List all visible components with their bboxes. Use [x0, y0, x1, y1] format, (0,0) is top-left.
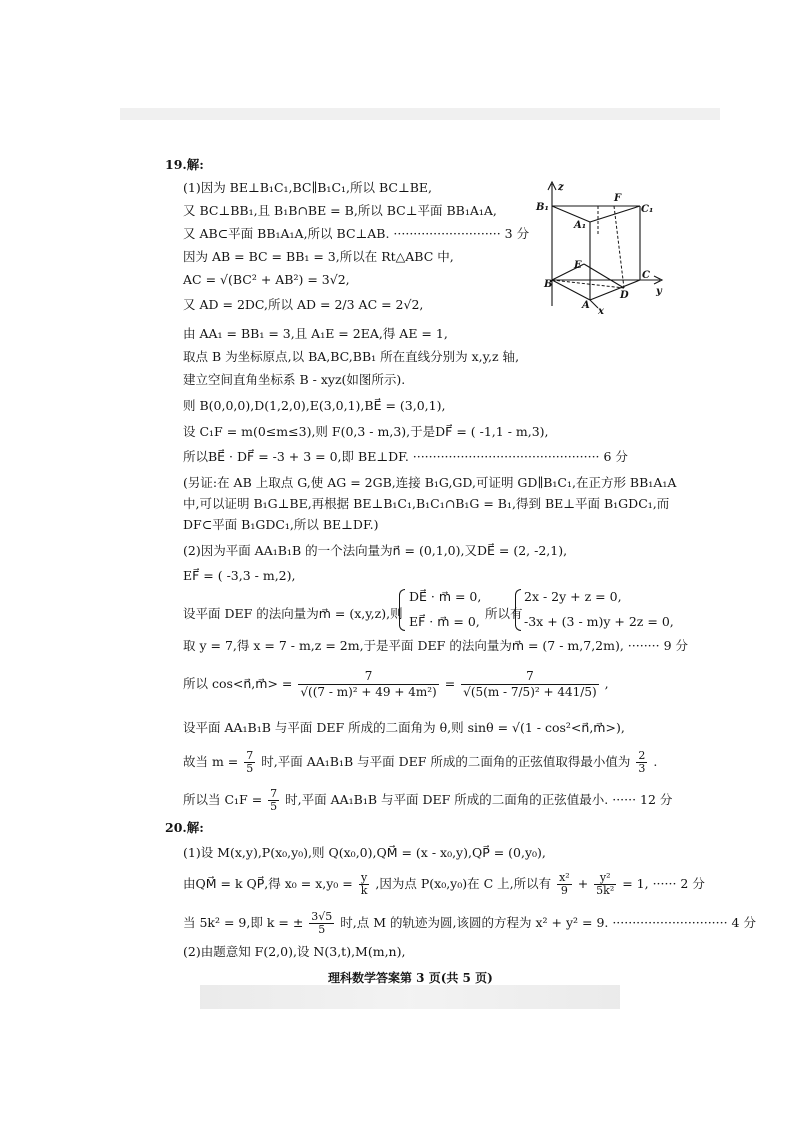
q19-conclusion: [183, 786, 672, 814]
q20-line3-a: 当 5k² = 9,即 k = ±: [183, 915, 304, 930]
q20-k-num: 3√5: [311, 910, 333, 923]
q20-frac-y: y: [359, 872, 370, 885]
cos-end: ,: [604, 676, 609, 691]
q19-line-9: 建立空间直角坐标系 B - xyz(如图所示).: [183, 372, 406, 387]
q20-frac-x2: [557, 872, 572, 897]
min-frac-num: 7: [246, 749, 254, 762]
fig-label-z: z: [558, 182, 564, 193]
q20-frac-y2: [594, 872, 616, 897]
geometry-figure: [532, 176, 670, 316]
min-val-num: 2: [638, 749, 646, 762]
q19-line-14: 中,可以证明 B₁G⊥BE,再根据 BE⊥B₁C₁,B₁C₁∩B₁G = B₁,得到 BE⊥平面 B₁GDC₁,而: [183, 496, 670, 511]
q19-line-6: 又 AD = 2DC,所以 AD = 2/3 AC = 2√2,: [183, 297, 424, 312]
q19-line-13: (另证:在 AB 上取点 G,使 AG = 2GB,连接 B₁G,GD,可证明 GD∥B₁C₁,在正方形 BB₁A₁A: [183, 475, 677, 490]
q19-sys-mid: 所以有: [485, 606, 523, 621]
q20-line2: [183, 868, 705, 900]
q19-line-3: 又 AB⊂平面 BB₁A₁A,所以 BC⊥AB. ··························· 3 分: [183, 226, 530, 241]
q20-e2-den: 5k²: [596, 884, 615, 897]
q20-e2-num: y²: [594, 872, 616, 885]
q19-line-17: EF⃗ = ( -3,3 - m,2),: [183, 568, 296, 583]
q19-sys2-b: -3x + (3 - m)y + 2z = 0,: [524, 614, 674, 629]
q20-e1-num: x²: [559, 871, 570, 884]
q19-sys1-b: EF⃗ · m⃗ = 0,: [409, 614, 480, 629]
scan-shadow-top: [120, 108, 720, 120]
q19-take-y: 取 y = 7,得 x = 7 - m,z = 2m,于是平面 DEF 的法向量为m⃗ = (7 - m,7,2m), ········ 9 分: [183, 638, 688, 653]
q20-frac-k: k: [360, 884, 368, 897]
q19-line-8: 取点 B 为坐标原点,以 BA,BC,BB₁ 所在直线分别为 x,y,z 轴,: [183, 349, 520, 364]
min-text-a: 故当 m =: [183, 754, 239, 769]
q19-line-1: (1)因为 BE⊥B₁C₁,BC∥B₁C₁,所以 BC⊥BE,: [183, 180, 432, 195]
q19-line-11: 设 C₁F = m(0≤m≤3),则 F(0,3 - m,3),于是DF⃗ = ( -1,1 - m,3),: [183, 424, 549, 439]
fig-label-b1: B₁: [536, 202, 549, 213]
min-fraction-value: [636, 750, 647, 775]
q19-line-12: 所以BE⃗ · DF⃗ = -3 + 3 = 0,即 BE⊥DF. ··············································· 6 分: [183, 449, 628, 464]
cos-den-2: √(5(m - 7/5)² + 441/5): [463, 685, 597, 699]
q19-line-7: 由 AA₁ = BB₁ = 3,且 A₁E = 2EA,得 AE = 1,: [183, 326, 448, 341]
min-fraction-m: [244, 750, 255, 775]
fig-label-y: y: [656, 286, 662, 297]
q20-line2-a: 由QM⃗ = k QP⃗,得 x₀ = x,y₀ =: [183, 876, 353, 891]
fig-label-f: F: [614, 193, 622, 204]
q20-k-den: 5: [318, 923, 326, 936]
cos-den-1: √((7 - m)² + 49 + 4m²): [300, 685, 437, 699]
concl-fraction: [268, 788, 279, 813]
scan-shadow-bottom: [200, 985, 620, 1009]
cos-num-2: 7: [461, 669, 598, 685]
cos-num-1: 7: [298, 669, 438, 685]
fig-label-e: E: [574, 260, 582, 271]
concl-text-b: 时,平面 AA₁B₁B 与平面 DEF 所成的二面角的正弦值最小. ······ 12 分: [285, 792, 673, 807]
fig-label-a1: A₁: [574, 220, 587, 231]
q19-sin-line: 设平面 AA₁B₁B 与平面 DEF 所成的二面角为 θ,则 sinθ = √(1 - cos²<n⃗,m⃗>),: [183, 720, 625, 735]
q19-line-16: (2)因为平面 AA₁B₁B 的一个法向量为n⃗ = (0,1,0),又DE⃗ = (2, -2,1),: [183, 543, 568, 558]
q19-cos-line: [183, 664, 609, 704]
min-val-den: 3: [638, 762, 646, 775]
fig-label-d: D: [620, 290, 629, 301]
fig-label-c1: C₁: [641, 204, 654, 215]
q19-min-line: [183, 748, 657, 776]
cos-fraction-2: [461, 669, 598, 700]
q19-line-5: AC = √(BC² + AB²) = 3√2,: [183, 272, 350, 287]
fig-label-a: A: [582, 300, 590, 311]
fig-label-b: B: [544, 279, 553, 290]
concl-frac-num: 7: [270, 787, 278, 800]
q19-sys1-a: DE⃗ · m⃗ = 0,: [409, 589, 482, 604]
q20-line3-b: 时,点 M 的轨迹为圆,该圆的方程为 x² + y² = 9. ····························· 4 分: [340, 915, 756, 930]
q20-frac-y-k: [359, 872, 370, 897]
min-text-end: .: [653, 754, 658, 769]
page-footer: 理科数学答案第 3 页(共 5 页): [328, 971, 493, 985]
q20-line2-c: = 1, ······ 2 分: [622, 876, 705, 891]
q19-heading: 19.解:: [165, 157, 204, 172]
min-frac-den: 5: [246, 762, 254, 775]
cos-eq: =: [444, 676, 456, 691]
concl-frac-den: 5: [270, 800, 278, 813]
q20-line2-b: ,因为点 P(x₀,y₀)在 C 上,所以有: [375, 876, 552, 891]
q19-normal-prefix: 设平面 DEF 的法向量为m⃗ = (x,y,z),则: [183, 606, 403, 621]
fig-label-c: C: [642, 270, 650, 281]
q20-line4: (2)由题意知 F(2,0),设 N(3,t),M(m,n),: [183, 944, 406, 959]
q20-e1-den: 9: [560, 884, 568, 897]
concl-text-a: 所以当 C₁F =: [183, 792, 263, 807]
cos-prefix: 所以 cos<n⃗,m⃗> =: [183, 676, 293, 691]
q19-line-2: 又 BC⊥BB₁,且 B₁B∩BE = B,所以 BC⊥平面 BB₁A₁A,: [183, 203, 497, 218]
q20-line3: [183, 908, 756, 938]
q19-line-10: 则 B(0,0,0),D(1,2,0),E(3,0,1),BE⃗ = (3,0,1),: [183, 398, 446, 413]
system-brace-1: [399, 589, 405, 631]
min-text-b: 时,平面 AA₁B₁B 与平面 DEF 所成的二面角的正弦值取得最小值为: [261, 754, 631, 769]
q20-plus: +: [577, 876, 589, 891]
cos-fraction-1: [298, 669, 438, 700]
fig-label-x: x: [598, 306, 604, 316]
system-brace-2: [515, 589, 521, 631]
q19-sys2-a: 2x - 2y + z = 0,: [524, 589, 622, 604]
q20-heading: 20.解:: [165, 820, 204, 835]
q19-line-4: 因为 AB = BC = BB₁ = 3,所以在 Rt△ABC 中,: [183, 249, 454, 264]
q20-frac-k: [309, 911, 334, 936]
q19-line-15: DF⊂平面 B₁GDC₁,所以 BE⊥DF.): [183, 517, 379, 532]
q20-line1: (1)设 M(x,y),P(x₀,y₀),则 Q(x₀,0),QM⃗ = (x - x₀,y),QP⃗ = (0,y₀),: [183, 845, 546, 860]
